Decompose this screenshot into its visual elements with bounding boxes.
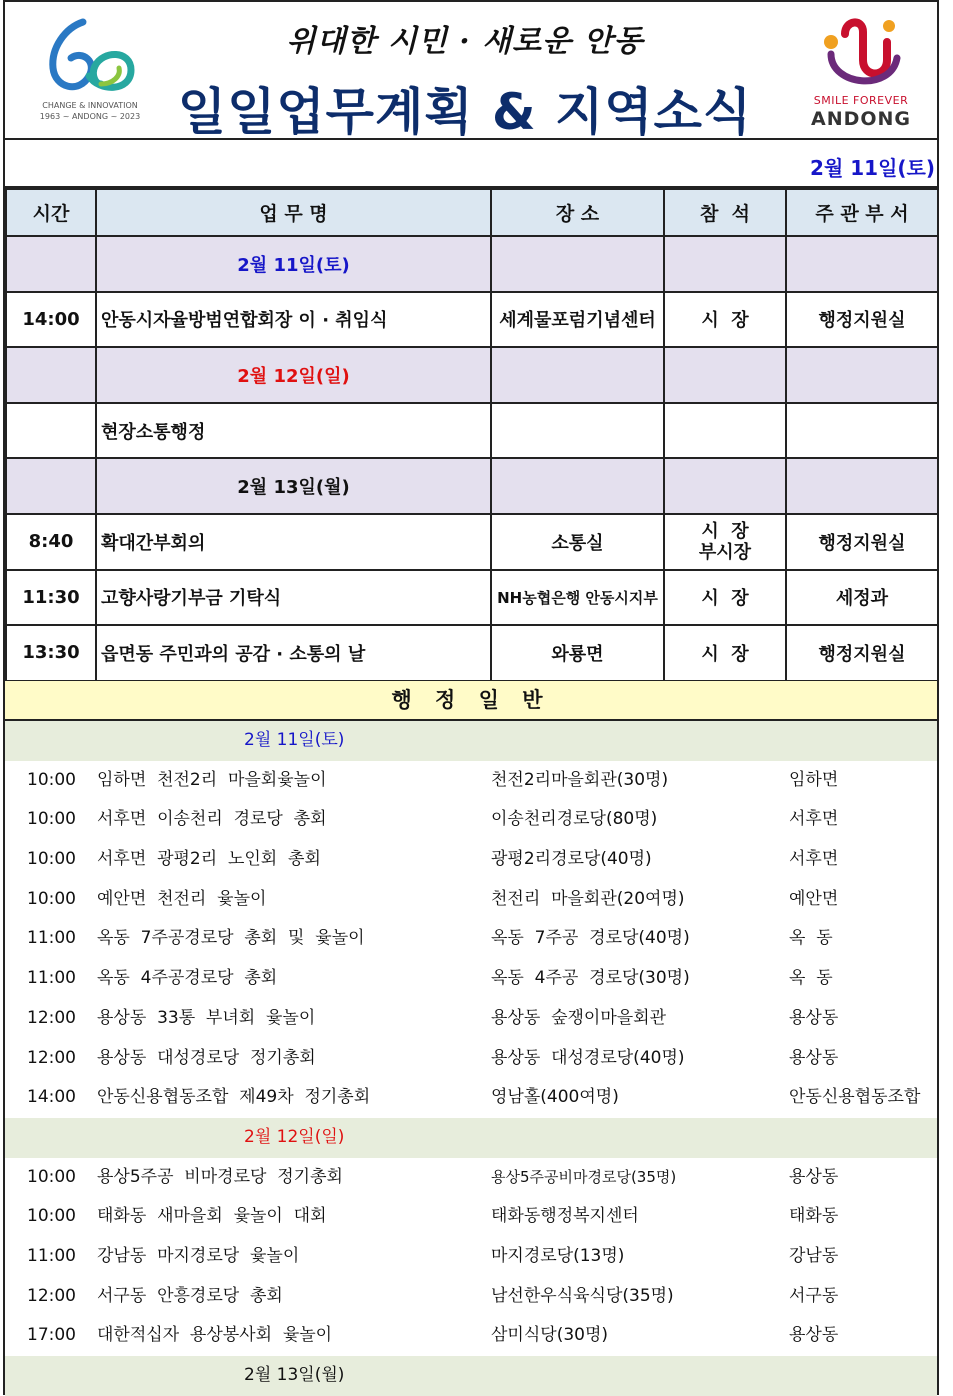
item-time: 10:00 [27,1166,76,1187]
list-item [5,999,937,1039]
day-label: 2월 11일(토) [244,730,345,750]
cell-empty [664,347,786,403]
item-name: 용상5주공 비마경로당 정기총회 [97,1166,343,1187]
item-time: 11:00 [27,928,76,949]
day-heading [5,1118,937,1158]
col-task: 업 무 명 [96,189,491,236]
cell-empty [786,236,938,292]
cell-empty [786,458,938,514]
list-item [5,800,937,840]
cell-time: 13:30 [6,625,96,681]
col-place: 장 소 [491,189,664,236]
item-place: 마지경로당(13명) [491,1245,625,1266]
andong-smile-icon [801,12,921,94]
cell-time: 14:00 [6,292,96,348]
cell-time [6,403,96,459]
cell-task: 확대간부회의 [96,514,491,570]
logo-tagline: SMILE FOREVER [813,94,909,107]
item-place: 태화동행정복지센터 [491,1206,639,1227]
list-item [5,1039,937,1079]
list-item [5,919,937,959]
item-time: 17:00 [27,1325,76,1346]
item-org: 용상동 [789,1047,839,1068]
item-name: 안동신용협동조합 제49차 정기총회 [97,1087,371,1108]
item-name: 옥동 4주공경로당 총회 [97,968,278,989]
header-banner [5,0,937,140]
cell-empty [491,458,664,514]
table-row [6,514,938,570]
cell-attend: 시 장 [664,570,786,626]
day-heading [5,721,937,761]
list-item [5,1197,937,1237]
cell-task: 읍면동 주민과의 공감 · 소통의 날 [96,625,491,681]
current-date: 2월 11일(토) [810,156,935,180]
cell-empty [6,236,96,292]
list-item [5,959,937,999]
cell-time: 8:40 [6,514,96,570]
item-place: 남선한우식육식당(35명) [491,1285,674,1306]
cell-place [491,403,664,459]
list-item [5,1316,937,1356]
item-name: 서후면 광평2리 노인회 총회 [97,849,321,870]
cell-attend: 시 장 [664,292,786,348]
general-admin-list [5,721,937,1396]
date-row [6,347,938,403]
cell-attend: 시 장 [664,625,786,681]
cell-dept [786,403,938,459]
section-general-admin: 행 정 일 반 [5,681,937,721]
item-time: 12:00 [27,1007,76,1028]
cell-place: NH농협은행 안동시지부 [491,570,664,626]
item-org: 용상동 [789,1325,839,1346]
andong-logo [801,12,921,132]
item-place: 용상동 숲쟁이마을회관 [491,1007,667,1028]
cell-empty [491,236,664,292]
cell-place: 와룡면 [491,625,664,681]
page [3,0,939,1395]
current-date-bar [5,140,937,188]
item-name: 태화동 새마을회 윷놀이 대회 [97,1206,327,1227]
item-org: 옥 동 [789,928,833,949]
day-label: 2월 12일(일) [244,1126,345,1147]
table-row [6,625,938,681]
item-org: 임하면 [789,769,839,790]
cell-empty [6,347,96,403]
date-row [6,236,938,292]
list-item [5,1277,937,1317]
item-time: 11:00 [27,1245,76,1266]
item-place: 광평2리경로당(40명) [491,849,652,870]
item-name: 대한적십자 용상봉사회 윷놀이 [97,1325,333,1346]
cell-dept: 세정과 [786,570,938,626]
item-org: 강남동 [789,1245,839,1266]
item-org: 안동신용협동조합 [789,1087,921,1108]
item-time: 12:00 [27,1285,76,1306]
schedule-table [5,188,939,682]
cell-task: 현장소통행정 [96,403,491,459]
list-item [5,840,937,880]
list-item [5,880,937,920]
cell-time: 11:30 [6,570,96,626]
item-org: 용상동 [789,1166,839,1187]
cell-empty [786,347,938,403]
item-org: 서후면 [789,849,839,870]
logo-name: ANDONG [810,108,912,130]
cell-task: 안동시자율방범연합회장 이 · 취임식 [96,292,491,348]
item-place: 삼미식당(30명) [491,1325,609,1346]
cell-dept: 행정지원실 [786,292,938,348]
day-label: 2월 13일(월) [244,1365,345,1385]
item-name: 옥동 7주공경로당 총회 및 윷놀이 [97,928,365,949]
item-time: 10:00 [27,888,76,909]
cell-place: 세계물포럼기념센터 [491,292,664,348]
item-org: 옥 동 [789,968,833,989]
col-dept: 주 관 부 서 [786,189,938,236]
item-place: 천전리 마을회관(20여명) [491,888,685,909]
cell-attend: 시 장 부시장 [664,514,786,570]
list-item [5,1078,937,1118]
logo-line-2: 1963 ~ ANDONG ~ 2023 [39,112,141,121]
cell-empty [491,347,664,403]
slogan: 위대한 시민 · 새로운 안동 [286,24,644,59]
cell-attend [664,403,786,459]
table-header-row [6,189,938,236]
item-name: 서구동 안흥경로당 총회 [97,1285,283,1306]
item-place: 이송천리경로당(80명) [491,809,658,830]
list-item [5,761,937,801]
item-name: 강남동 마지경로당 윷놀이 [97,1245,300,1266]
item-time: 10:00 [27,849,76,870]
cell-empty [664,458,786,514]
table-row [6,403,938,459]
page-title: 일일업무계획 & 지역소식 [177,83,753,141]
col-time: 시간 [6,189,96,236]
item-name: 임하면 천전2리 마을회윷놀이 [97,769,327,790]
table-row [6,292,938,348]
item-place: 옥동 4주공 경로당(30명) [491,968,690,989]
col-attend: 참 석 [664,189,786,236]
item-time: 10:00 [27,809,76,830]
item-org: 태화동 [789,1206,839,1227]
list-item [5,1237,937,1277]
date-cell [96,458,491,514]
item-place: 용상5주공비마경로당(35명) [491,1167,677,1186]
date-label: 2월 11일(토) [237,254,350,276]
item-name: 서후면 이송천리 경로당 총회 [97,809,327,830]
date-label: 2월 12일(일) [237,365,350,387]
item-name: 용상동 33통 부녀회 윷놀이 [97,1007,316,1028]
anniversary-60-icon [35,14,145,100]
item-org: 서후면 [789,809,839,830]
item-time: 10:00 [27,1206,76,1227]
item-place: 영남홀(400여명) [491,1087,619,1108]
item-place: 천전2리마을회관(30명) [491,769,669,790]
date-label: 2월 13일(월) [237,477,350,499]
cell-task: 고향사랑기부금 기탁식 [96,570,491,626]
item-time: 10:00 [27,769,76,790]
logo-line-1: CHANGE & INNOVATION [42,101,138,110]
item-name: 용상동 대성경로당 정기총회 [97,1047,316,1068]
item-time: 12:00 [27,1047,76,1068]
cell-empty [6,458,96,514]
item-time: 14:00 [27,1087,76,1108]
item-place: 옥동 7주공 경로당(40명) [491,928,690,949]
date-cell [96,347,491,403]
item-org: 서구동 [789,1285,839,1306]
cell-dept: 행정지원실 [786,514,938,570]
day-heading [5,1356,937,1396]
item-org: 용상동 [789,1007,839,1028]
cell-place: 소통실 [491,514,664,570]
anniversary-logo [35,14,145,124]
cell-empty [664,236,786,292]
table-row [6,570,938,626]
item-name: 예안면 천전리 윷놀이 [97,888,267,909]
item-org: 예안면 [789,888,839,909]
date-row [6,458,938,514]
date-cell [96,236,491,292]
item-place: 용상동 대성경로당(40명) [491,1047,685,1068]
item-time: 11:00 [27,968,76,989]
cell-dept: 행정지원실 [786,625,938,681]
list-item [5,1158,937,1198]
